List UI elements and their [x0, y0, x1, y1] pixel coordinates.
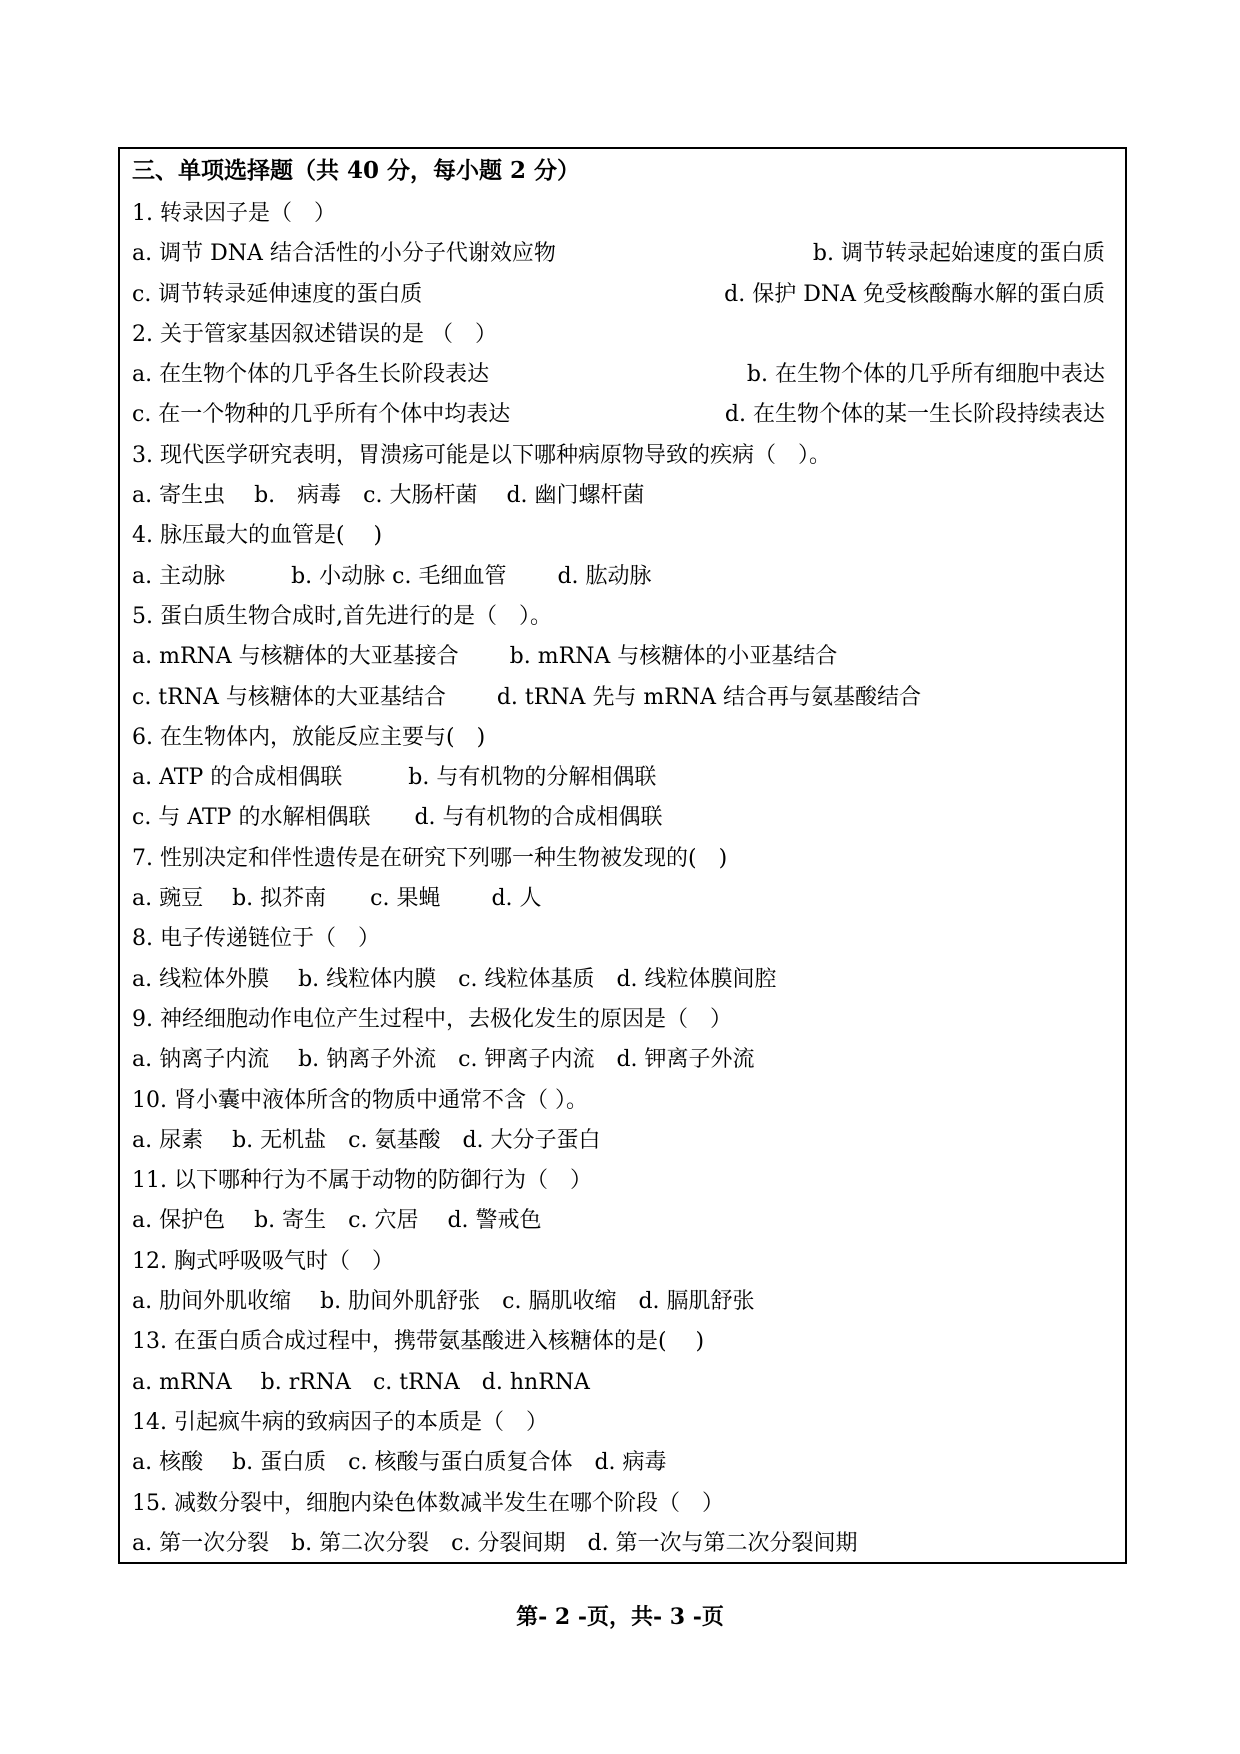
answer-option: a. 核酸 b. 蛋白质 c. 核酸与蛋白质复合体 d. 病毒	[132, 1450, 667, 1476]
answer-option: a. 保护色 b. 寄生 c. 穴居 d. 警戒色	[132, 1208, 542, 1234]
question-stem: 1. 转录因子是（ ）	[132, 201, 336, 226]
answer-option: b. 在生物个体的几乎所有细胞中表达	[746, 362, 1105, 388]
question-stem: 8. 电子传递链位于（ ）	[132, 926, 380, 952]
option-row	[132, 395, 1115, 435]
answer-option: a. 调节 DNA 结合活性的小分子代谢效应物	[132, 241, 556, 267]
question-stem: 10. 肾小囊中液体所含的物质中通常不含（ ）。	[132, 1087, 588, 1113]
answer-option: c. 与 ATP 的水解相偶联 d. 与有机物的合成相偶联	[132, 805, 663, 831]
answer-option: b. 调节转录起始速度的蛋白质	[812, 241, 1105, 267]
section-title: 三、单项选择题（共 40 分，每小题 2 分）	[132, 157, 581, 184]
answer-option: a. 主动脉 b. 小动脉 c. 毛细血管 d. 肱动脉	[132, 563, 652, 589]
option-row	[132, 476, 1115, 516]
answer-option: c. tRNA 与核糖体的大亚基结合 d. tRNA 先与 mRNA 结合再与氨基酸结合	[132, 684, 921, 710]
option-row	[132, 1040, 1115, 1080]
option-row	[132, 1201, 1115, 1241]
answer-option: a. 线粒体外膜 b. 线粒体内膜 c. 线粒体基质 d. 线粒体膜间腔	[132, 966, 777, 992]
option-row	[132, 557, 1115, 597]
answer-option: a. 钠离子内流 b. 钠离子外流 c. 钾离子内流 d. 钾离子外流	[132, 1047, 755, 1073]
answer-option: a. mRNA 与核糖体的大亚基接合 b. mRNA 与核糖体的小亚基结合	[132, 644, 838, 670]
question-list	[132, 194, 1115, 1564]
question-stem: 7. 性别决定和伴性遗传是在研究下列哪一种生物被发现的( )	[132, 845, 728, 871]
question-stem: 9. 神经细胞动作电位产生过程中，去极化发生的原因是（ ）	[132, 1006, 732, 1032]
question-stem: 3. 现代医学研究表明，胃溃疡可能是以下哪种病原物导致的疾病（ ）。	[132, 442, 831, 468]
question-stem: 14. 引起疯牛病的致病因子的本质是（ ）	[132, 1409, 548, 1435]
option-row	[132, 1443, 1115, 1483]
answer-option: a. 肋间外肌收缩 b. 肋间外肌舒张 c. 膈肌收缩 d. 膈肌舒张	[132, 1289, 755, 1315]
answer-option: a. 第一次分裂 b. 第二次分裂 c. 分裂间期 d. 第一次与第二次分裂间期	[132, 1530, 858, 1556]
option-row	[132, 1121, 1115, 1161]
question-stem: 13. 在蛋白质合成过程中，携带氨基酸进入核糖体的是( )	[132, 1329, 705, 1355]
option-row	[132, 1363, 1115, 1403]
answer-option: a. mRNA b. rRNA c. tRNA d. hnRNA	[132, 1369, 590, 1395]
answer-option: d. 在生物个体的某一生长阶段持续表达	[724, 402, 1105, 428]
option-row	[132, 355, 1115, 395]
option-row	[132, 758, 1115, 798]
option-row	[132, 960, 1115, 1000]
option-row	[132, 637, 1115, 677]
answer-option: a. 在生物个体的几乎各生长阶段表达	[132, 362, 490, 388]
question-stem: 5. 蛋白质生物合成时,首先进行的是（ ）。	[132, 603, 552, 629]
option-row	[132, 275, 1115, 315]
answer-option: c. 在一个物种的几乎所有个体中均表达	[132, 402, 511, 428]
option-row	[132, 678, 1115, 718]
option-row	[132, 1282, 1115, 1322]
answer-option: a. 寄生虫 b. 病毒 c. 大肠杆菌 d. 幽门螺杆菌	[132, 483, 645, 509]
answer-option: c. 调节转录延伸速度的蛋白质	[132, 281, 423, 307]
question-stem: 2. 关于管家基因叙述错误的是 （ ）	[132, 321, 497, 347]
question-box	[118, 147, 1127, 1564]
answer-option: d. 保护 DNA 免受核酸酶水解的蛋白质	[724, 281, 1105, 307]
question-stem: 6. 在生物体内，放能反应主要与( )	[132, 724, 486, 750]
question-stem: 15. 减数分裂中，细胞内染色体数减半发生在哪个阶段（ ）	[132, 1490, 724, 1516]
option-row	[132, 879, 1115, 919]
question-stem: 12. 胸式呼吸吸气时（ ）	[132, 1248, 394, 1274]
option-row	[132, 798, 1115, 838]
answer-option: a. 豌豆 b. 拟芥南 c. 果蝇 d. 人	[132, 886, 542, 912]
question-stem: 4. 脉压最大的血管是( )	[132, 523, 383, 549]
option-row	[132, 1524, 1115, 1564]
answer-option: a. 尿素 b. 无机盐 c. 氨基酸 d. 大分子蛋白	[132, 1127, 601, 1153]
option-row	[132, 234, 1115, 274]
question-stem: 11. 以下哪种行为不属于动物的防御行为（ ）	[132, 1168, 592, 1194]
page-number: 第- 2 -页，共- 3 -页	[516, 1604, 724, 1630]
answer-option: a. ATP 的合成相偶联 b. 与有机物的分解相偶联	[132, 765, 657, 791]
